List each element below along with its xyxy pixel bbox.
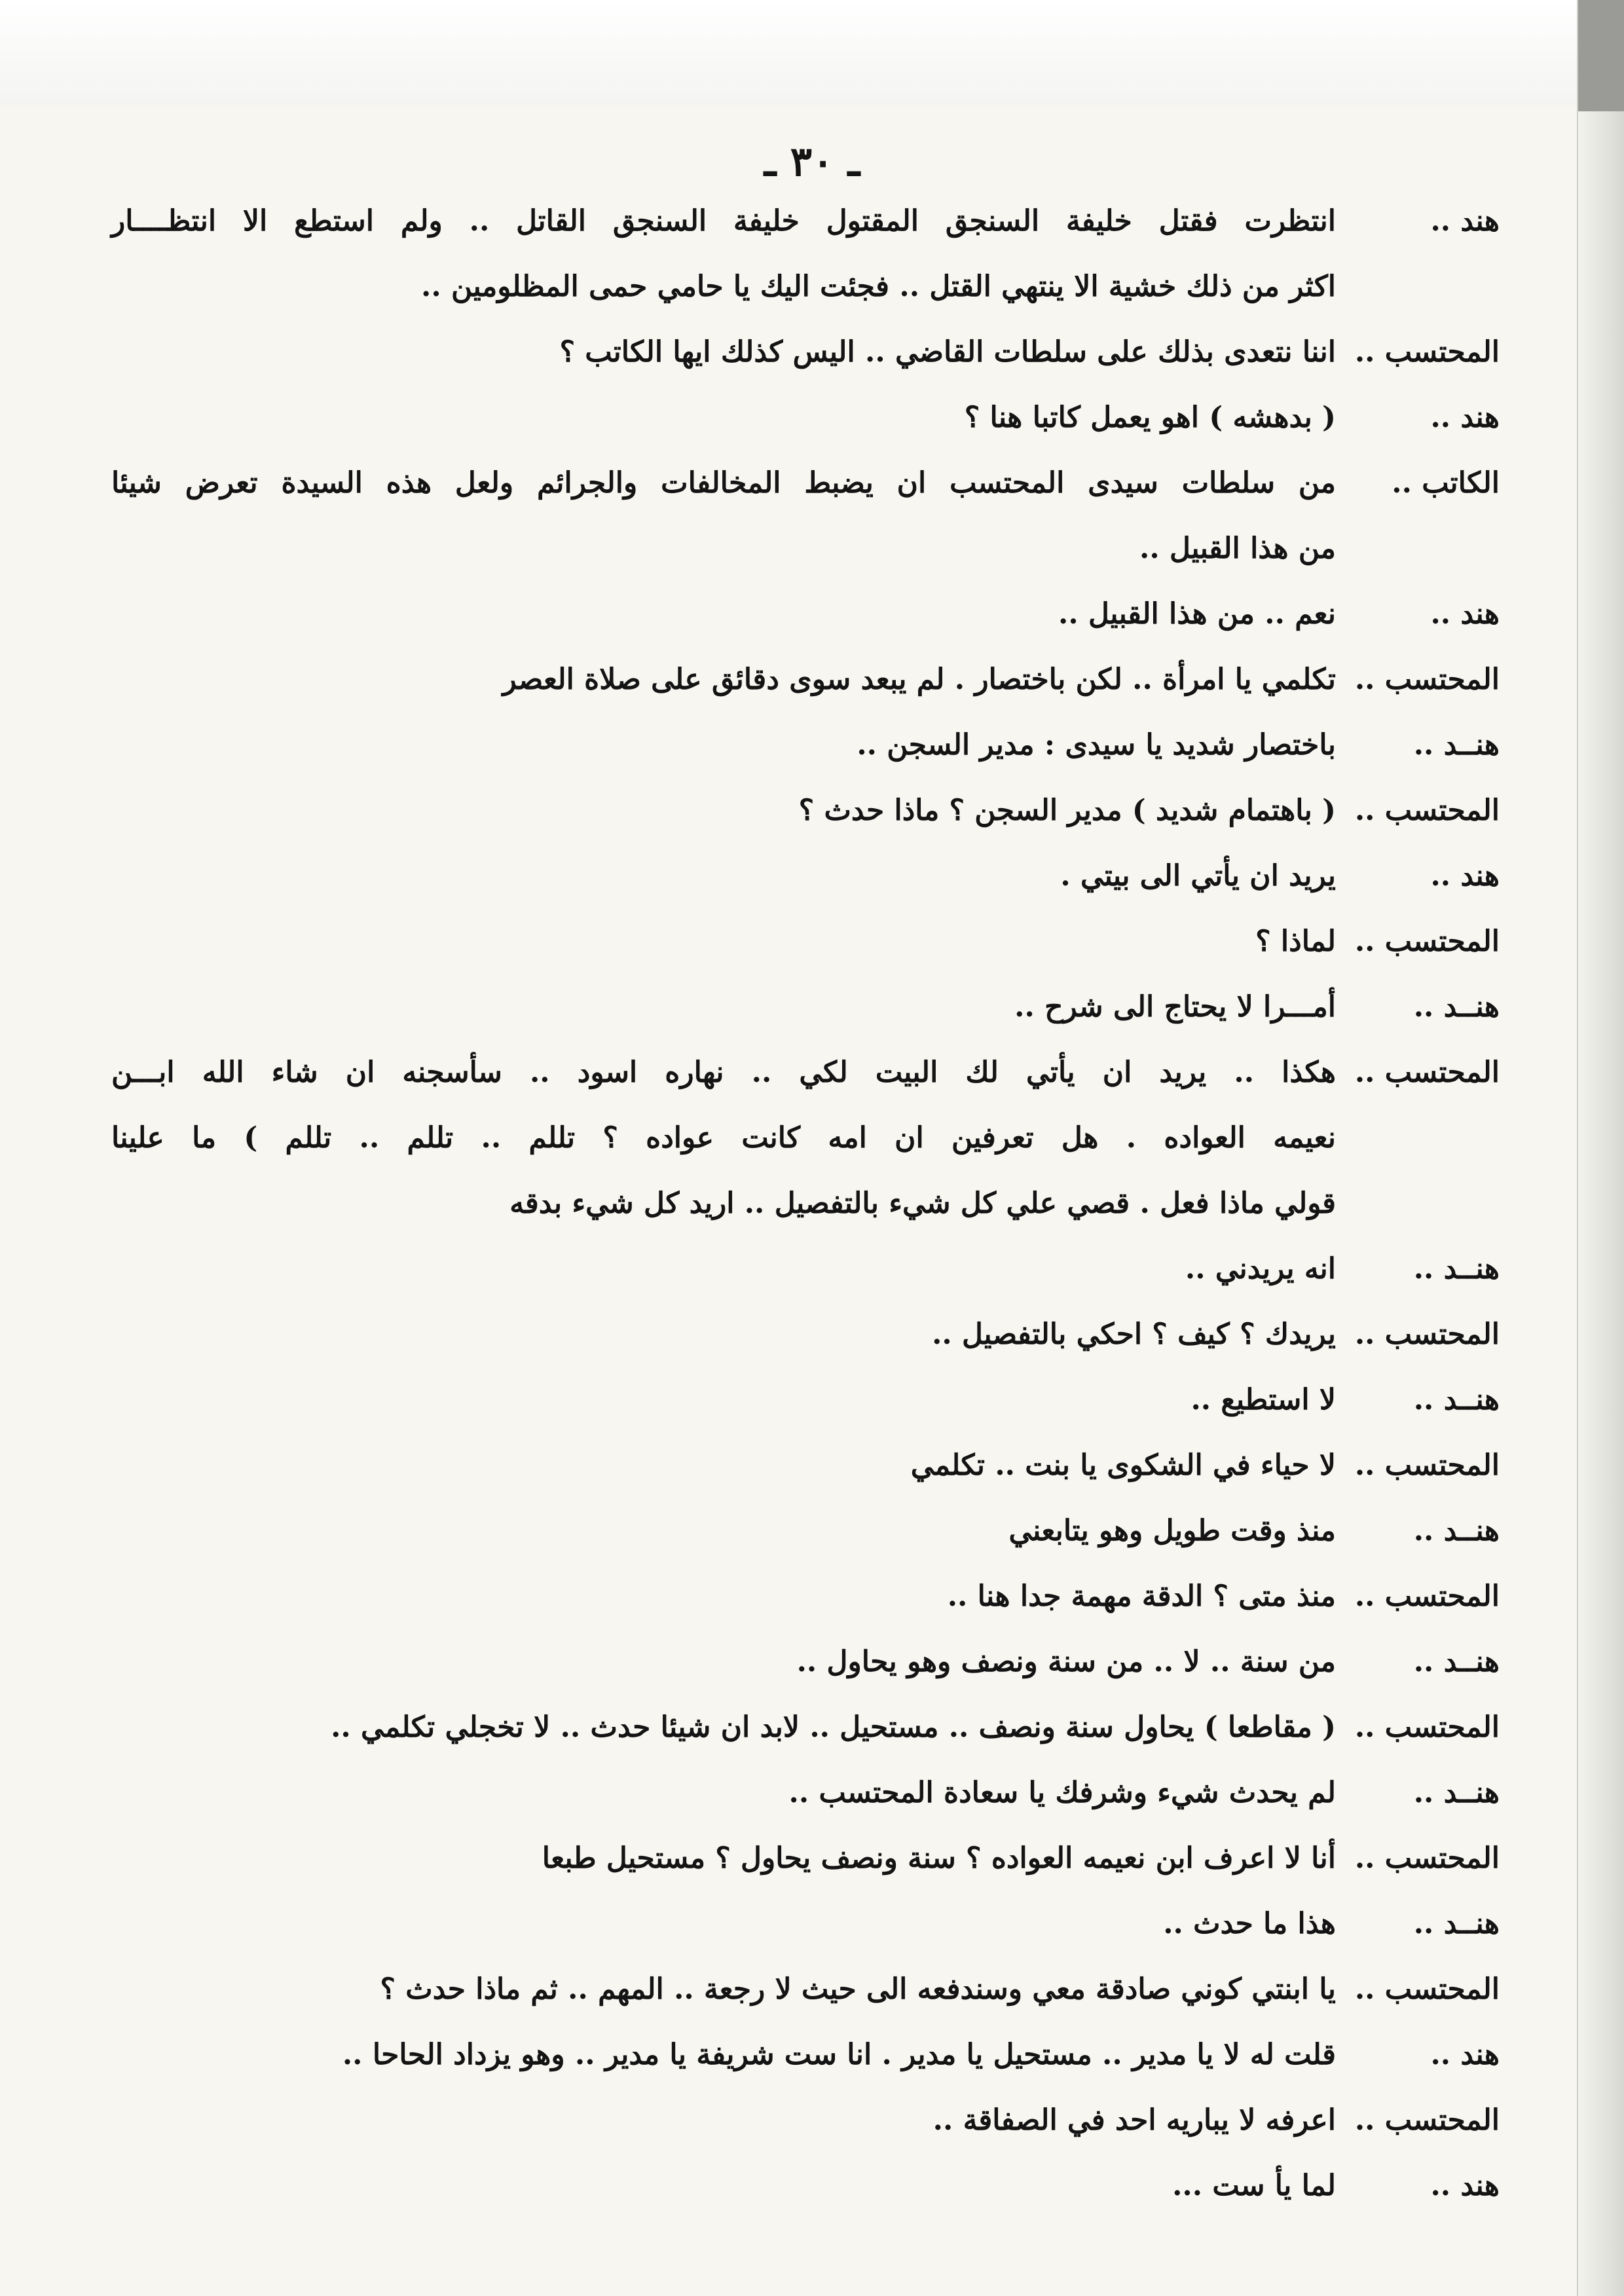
speaker-name: المحتسب ..: [1354, 663, 1500, 696]
dialogue-row: [98, 451, 1532, 582]
speaker-name: المحتسب ..: [1354, 1711, 1500, 1744]
dialogue-row: [98, 909, 1532, 974]
speech-text: [98, 582, 1336, 647]
speech-line: لم يحدث شيء وشرفك يا سعادة المحتسب ..: [788, 1776, 1336, 1809]
speech-line: انه يريدني ..: [1185, 1252, 1336, 1286]
speech-line: يا ابنتي كوني صادقة معي وسندفعه الى حيث لا رجعة .. المهم .. ثم ماذا حدث ؟: [380, 1972, 1336, 2006]
dialogue-row: [98, 2153, 1532, 2219]
speaker-name: المحتسب ..: [1354, 2103, 1500, 2137]
speaker-name: المحتسب ..: [1354, 925, 1500, 958]
speech-line: لا استطيع ..: [1190, 1383, 1336, 1416]
speaker-name: هنــد ..: [1413, 728, 1500, 762]
dialogue-row: [98, 1367, 1532, 1433]
speech-text: [98, 1891, 1336, 1957]
play-dialogue: [98, 189, 1532, 2238]
speech-line: منذ وقت طويل وهو يتابعني: [1008, 1514, 1336, 1547]
speech-line: يريد ان يأتي الى بيتي .: [1060, 859, 1336, 893]
speech-text: [98, 385, 1336, 451]
speech-line: ( باهتمام شديد ) مدير السجن ؟ ماذا حدث ؟: [798, 794, 1336, 827]
speaker-name: هنــد ..: [1413, 1252, 1500, 1286]
speaker-name: المحتسب ..: [1354, 1580, 1500, 1613]
speech-line: من سنة .. لا .. من سنة ونصف وهو يحاول ..: [796, 1645, 1336, 1678]
dialogue-row: [98, 189, 1532, 320]
speech-text: [98, 843, 1336, 909]
dialogue-row: [98, 2088, 1532, 2153]
speech-line: قلت له لا يا مدير .. مستحيل يا مدير . انا ست شريفة يا مدير .. وهو يزداد الحاحا ..: [342, 2038, 1336, 2071]
speaker-name: هند ..: [1430, 401, 1500, 434]
speech-line: تكلمي يا امرأة .. لكن باختصار . لم يبعد سوى دقائق على صلاة العصر: [502, 663, 1336, 696]
speech-text: [98, 1695, 1336, 1760]
speech-line: اعرفه لا يباريه احد في الصفاقة ..: [932, 2103, 1336, 2137]
speech-line: منذ متى ؟ الدقة مهمة جدا هنا ..: [947, 1580, 1336, 1613]
speaker-name: هند ..: [1430, 204, 1500, 238]
speech-text: [98, 1040, 1336, 1236]
speech-text: [98, 647, 1336, 713]
speaker-name: المحتسب ..: [1354, 335, 1500, 369]
speaker-name: هنــد ..: [1413, 1907, 1500, 1940]
dialogue-row: [98, 974, 1532, 1040]
dialogue-row: [98, 385, 1532, 451]
speaker-name: المحتسب ..: [1354, 1842, 1500, 1875]
speech-line: قولي ماذا فعل . قصي علي كل شيء بالتفصيل .. اريد كل شيء بدقه: [509, 1187, 1336, 1220]
dialogue-row: [98, 1498, 1532, 1564]
speaker-name: هند ..: [1430, 597, 1500, 631]
speech-text: [98, 1629, 1336, 1695]
speech-line: ( بدهشه ) اهو يعمل كاتبا هنا ؟: [964, 401, 1336, 434]
dialogue-row: [98, 1564, 1532, 1629]
speech-text: [98, 320, 1336, 385]
dialogue-row: [98, 1760, 1532, 1826]
speaker-name: هند ..: [1430, 859, 1500, 893]
speech-text: [98, 1302, 1336, 1367]
speech-line: من هذا القبيل ..: [1139, 532, 1336, 565]
speaker-name: هنــد ..: [1413, 990, 1500, 1024]
speech-text: [98, 1564, 1336, 1629]
dialogue-row: [98, 1040, 1532, 1236]
speech-text: [98, 451, 1336, 582]
speaker-name: هنــد ..: [1413, 1645, 1500, 1678]
speech-text: [98, 1433, 1336, 1498]
speech-line: باختصار شديد يا سيدى : مدير السجن ..: [857, 728, 1336, 762]
speech-line: نعم .. من هذا القبيل ..: [1058, 597, 1336, 631]
page-number: ـ ٣٠ ـ: [764, 138, 860, 185]
speech-line: هكذا .. يريد ان يأتي لك البيت لكي .. نهاره اسود .. سأسجنه ان شاء الله ابـــن: [111, 1056, 1336, 1089]
speaker-name: هند ..: [1430, 2038, 1500, 2071]
speaker-name: المحتسب ..: [1354, 794, 1500, 827]
speech-line: انتظرت فقتل خليفة السنجق المقتول خليفة السنجق القاتل .. ولم استطع الا انتظــــار: [111, 204, 1336, 238]
dialogue-row: [98, 1957, 1532, 2022]
speech-text: [98, 1957, 1336, 2022]
dialogue-row: [98, 1433, 1532, 1498]
speech-line: اكثر من ذلك خشية الا ينتهي القتل .. فجئت اليك يا حامي حمى المظلومين ..: [421, 270, 1336, 303]
speech-text: [98, 1760, 1336, 1826]
speaker-name: هنــد ..: [1413, 1776, 1500, 1809]
dialogue-row: [98, 778, 1532, 843]
speech-text: [98, 778, 1336, 843]
dialogue-row: [98, 1891, 1532, 1957]
dialogue-row: [98, 1826, 1532, 1891]
speech-text: [98, 2088, 1336, 2153]
speech-line: نعيمه العواده . هل تعرفين ان امه كانت عواده ؟ تللم .. تللم .. تللم ) ما علينا: [111, 1121, 1336, 1155]
dialogue-row: [98, 647, 1532, 713]
speaker-name: المحتسب ..: [1354, 1972, 1500, 2006]
speaker-name: المحتسب ..: [1354, 1449, 1500, 1482]
speech-text: [98, 909, 1336, 974]
speech-line: لماذا ؟: [1255, 925, 1336, 958]
dialogue-row: [98, 1695, 1532, 1760]
speaker-name: هند ..: [1430, 2169, 1500, 2202]
speech-line: اننا نتعدى بذلك على سلطات القاضي .. اليس كذلك ايها الكاتب ؟: [559, 335, 1336, 369]
scanner-corner: [1578, 0, 1624, 111]
speech-text: [98, 189, 1336, 320]
speech-text: [98, 1236, 1336, 1302]
speech-line: ( مقاطعا ) يحاول سنة ونصف .. مستحيل .. لابد ان شيئا حدث .. لا تخجلي تكلمي ..: [331, 1711, 1336, 1744]
dialogue-row: [98, 2022, 1532, 2088]
speaker-name: هنــد ..: [1413, 1514, 1500, 1547]
speech-text: [98, 1826, 1336, 1891]
speech-text: [98, 2153, 1336, 2219]
speech-text: [98, 974, 1336, 1040]
speaker-name: الكاتب ..: [1392, 466, 1500, 500]
speech-line: يريدك ؟ كيف ؟ احكي بالتفصيل ..: [932, 1318, 1336, 1351]
speech-line: أنا لا اعرف ابن نعيمه العواده ؟ سنة ونصف يحاول ؟ مستحيل طبعا: [542, 1842, 1336, 1875]
speaker-name: المحتسب ..: [1354, 1056, 1500, 1089]
dialogue-row: [98, 1302, 1532, 1367]
speech-line: هذا ما حدث ..: [1163, 1907, 1336, 1940]
dialogue-row: [98, 320, 1532, 385]
dialogue-row: [98, 713, 1532, 778]
speech-text: [98, 2022, 1336, 2088]
page-top-margin: [0, 0, 1624, 105]
speech-text: [98, 1498, 1336, 1564]
dialogue-row: [98, 1629, 1532, 1695]
speech-line: أمـــرا لا يحتاج الى شرح ..: [1014, 990, 1336, 1024]
speech-line: لا حياء في الشكوى يا بنت .. تكلمي: [910, 1449, 1336, 1482]
dialogue-row: [98, 1236, 1532, 1302]
dialogue-row: [98, 843, 1532, 909]
speech-line: من سلطات سيدى المحتسب ان يضبط المخالفات والجرائم ولعل هذه السيدة تعرض شيئا: [111, 466, 1336, 500]
speaker-name: المحتسب ..: [1354, 1318, 1500, 1351]
speech-line: لما يأ ست ...: [1172, 2169, 1336, 2202]
speech-text: [98, 1367, 1336, 1433]
speech-text: [98, 713, 1336, 778]
page-edge-shadow: [1577, 0, 1624, 2296]
speaker-name: هنــد ..: [1413, 1383, 1500, 1416]
dialogue-row: [98, 582, 1532, 647]
